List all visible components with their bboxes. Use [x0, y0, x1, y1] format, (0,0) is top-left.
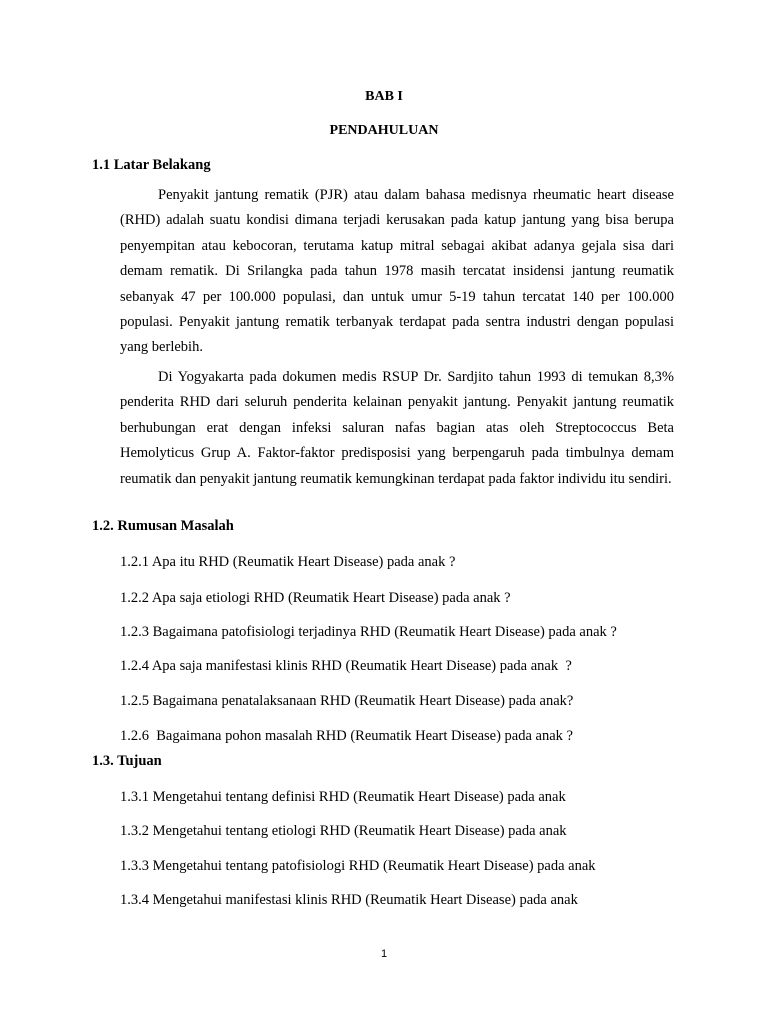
paragraph-2: Di Yogyakarta pada dokumen medis RSUP Dr. Sardjito tahun 1993 di temukan 8,3% penderita RHD dari seluruh penderita kelainan penyakit jantung. Penyakit jantung reumatik berhubungan erat dengan infeksi saluran nafas bagian atas oleh Streptococcus Beta Hemolyticus Grup A. Faktor-faktor predisposisi yang berpengaruh pada timbulnya demam reumatik dan penyakit jantung reumatik kemungkinan terdapat pada faktor individu itu sendiri.: [120, 369, 674, 487]
list-item-1-3-1: 1.3.1 Mengetahui tentang definisi RHD (Reumatik Heart Disease) pada anak: [120, 789, 566, 805]
section-heading-latar-belakang: 1.1 Latar Belakang: [92, 157, 211, 173]
list-item-1-2-2: 1.2.2 Apa saja etiologi RHD (Reumatik Heart Disease) pada anak ?: [120, 590, 511, 606]
list-item-1-2-5: 1.2.5 Bagaimana penatalaksanaan RHD (Reumatik Heart Disease) pada anak?: [120, 693, 574, 709]
chapter-title: PENDAHULUAN: [329, 123, 439, 138]
section-heading-rumusan-masalah: 1.2. Rumusan Masalah: [92, 518, 234, 534]
list-item-1-2-3: 1.2.3 Bagaimana patofisiologi terjadinya RHD (Reumatik Heart Disease) pada anak ?: [120, 624, 617, 640]
list-item-1-2-1: 1.2.1 Apa itu RHD (Reumatik Heart Disease) pada anak ?: [120, 554, 456, 570]
list-item-1-3-2: 1.3.2 Mengetahui tentang etiologi RHD (Reumatik Heart Disease) pada anak: [120, 823, 567, 839]
page-number: 1: [380, 948, 388, 960]
chapter-number: BAB I: [365, 89, 403, 104]
list-item-1-3-4: 1.3.4 Mengetahui manifestasi klinis RHD (Reumatik Heart Disease) pada anak: [120, 892, 578, 908]
section-heading-tujuan: 1.3. Tujuan: [92, 753, 162, 769]
paragraph-1: Penyakit jantung rematik (PJR) atau dalam bahasa medisnya rheumatic heart disease (RHD) adalah suatu kondisi dimana terjadi kerusakan pada katup jantung yang bisa berupa penyempitan atau kebocoran, terutama katup mitral sebagai akibat adanya gejala sisa dari demam rematik. Di Srilangka pada tahun 1978 masih tercatat insidensi jantung reumatik sebanyak 47 per 100.000 populasi, dan untuk umur 5-19 tahun tercatat 140 per 100.000 populasi. Penyakit jantung rematik terbanyak terdapat pada sentra industri dengan populasi yang berlebih.: [120, 187, 674, 356]
list-item-1-2-6: 1.2.6 Bagaimana pohon masalah RHD (Reumatik Heart Disease) pada anak ?: [120, 728, 573, 744]
list-item-1-3-3: 1.3.3 Mengetahui tentang patofisiologi RHD (Reumatik Heart Disease) pada anak: [120, 858, 596, 874]
list-item-1-2-4: 1.2.4 Apa saja manifestasi klinis RHD (Reumatik Heart Disease) pada anak ?: [120, 658, 572, 674]
